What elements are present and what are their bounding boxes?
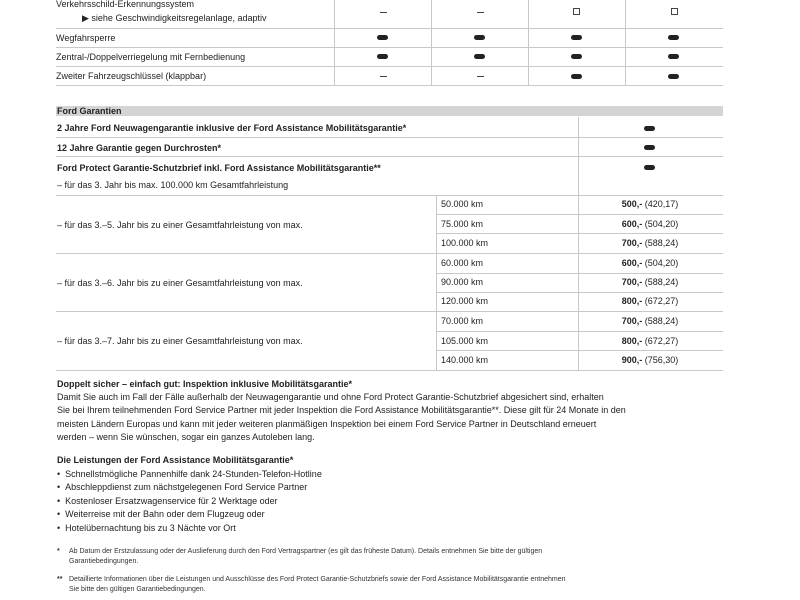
standard-mark xyxy=(644,126,655,131)
standard-mark xyxy=(571,35,582,40)
km-value: 140.000 km xyxy=(441,355,489,365)
row-label: Wegfahrsperre xyxy=(56,33,116,43)
bullet-icon: • xyxy=(57,469,66,479)
inspection-line: meisten Ländern Europas und kann mit jeder weiteren planmäßigen Inspektion bei einem Ford Service Partner in Deutschland erneuert xyxy=(57,419,597,429)
row-label: Zweiter Fahrzeugschlüssel (klappbar) xyxy=(56,71,207,81)
bullet-icon: • xyxy=(57,509,66,519)
list-item: • Schnellstmögliche Pannenhilfe dank 24-Stunden-Telefon-Hotline xyxy=(57,469,322,479)
km-value: 60.000 km xyxy=(441,258,484,268)
km-value: 120.000 km xyxy=(441,296,489,306)
net-price: (672,27) xyxy=(644,296,679,306)
standard-mark xyxy=(377,35,388,40)
price-value: 700,- xyxy=(621,316,643,326)
bullet-icon: • xyxy=(57,523,66,533)
inspection-heading: Doppelt sicher – einfach gut: Inspektion inklusive Mobilitätsgarantie* xyxy=(57,379,353,389)
net-price: (588,24) xyxy=(644,316,679,326)
footnote-line: Detaillierte Informationen über die Leistungen und Ausschlüsse des Ford Protect Garantie-Schutzbriefs sowie der Ford Assistance Mobilitätsgarantie entnehmen xyxy=(69,576,566,583)
optional-mark xyxy=(573,8,580,15)
group-label: – für das 3.–5. Jahr bis zu einer Gesamtfahrleistung von max. xyxy=(57,220,303,230)
guarantee-row-label: 2 Jahre Ford Neuwagengarantie inklusive der Ford Assistance Mobilitätsgarantie* xyxy=(57,123,407,133)
row-sublabel: ▶ siehe Geschwindigkeitsregelanlage, adaptiv xyxy=(82,13,267,23)
list-item: • Kostenloser Ersatzwagenservice für 2 Werktage oder xyxy=(57,496,278,506)
price-value: 500,- xyxy=(621,199,643,209)
price-value: 800,- xyxy=(621,296,643,306)
standard-mark xyxy=(668,54,679,59)
standard-mark xyxy=(571,74,582,79)
footnote-line: Ab Datum der Erstzulassung oder der Auslieferung durch den Ford Vertragspartner (es gilt das früheste Datum). Details entnehmen Sie bitte der gültigen xyxy=(69,548,543,555)
price-value: 900,- xyxy=(621,355,643,365)
net-price: (504,20) xyxy=(644,219,679,229)
standard-mark xyxy=(571,54,582,59)
protect-subtitle: – für das 3. Jahr bis max. 100.000 km Gesamtfahrleistung xyxy=(57,180,289,190)
standard-mark xyxy=(668,74,679,79)
net-price: (504,20) xyxy=(644,258,679,268)
row-label: Zentral-/Doppelverriegelung mit Fernbedienung xyxy=(56,52,246,62)
group-label: – für das 3.–6. Jahr bis zu einer Gesamtfahrleistung von max. xyxy=(57,278,303,288)
km-value: 50.000 km xyxy=(441,199,484,209)
footnote-mark: * xyxy=(57,548,60,555)
bullet-icon: • xyxy=(57,496,66,506)
footnote-mark: ** xyxy=(57,576,63,583)
standard-mark xyxy=(377,54,388,59)
not-available-mark xyxy=(477,12,484,13)
inspection-line: Sie bei Ihrem teilnehmenden Ford Service Partner mit jeder Inspektion die Ford Assistance Mobilitätsgarantie**. Diese gilt für 24 Monate in den xyxy=(57,405,626,415)
price-value: 700,- xyxy=(621,238,643,248)
price-value: 800,- xyxy=(621,336,643,346)
inspection-line: Damit Sie auch im Fall der Fälle außerhalb der Neuwagengarantie und ohne Ford Protect Garantie-Schutzbrief abgesichert sind, erhalten xyxy=(57,392,604,402)
section-title: Ford Garantien xyxy=(57,106,122,116)
km-value: 75.000 km xyxy=(441,219,484,229)
list-item: • Hotelübernachtung bis zu 3 Nächte vor Ort xyxy=(57,523,236,533)
footnote-line: Sie bitte den gültigen Garantiebedingungen. xyxy=(69,586,206,593)
list-item: • Weiterreise mit der Bahn oder dem Flugzeug oder xyxy=(57,509,265,519)
standard-mark xyxy=(474,35,485,40)
km-value: 70.000 km xyxy=(441,316,484,326)
km-value: 100.000 km xyxy=(441,238,489,248)
standard-mark xyxy=(644,145,655,150)
not-available-mark xyxy=(380,76,387,77)
net-price: (588,24) xyxy=(644,238,679,248)
standard-mark xyxy=(644,165,655,170)
optional-mark xyxy=(671,8,678,15)
net-price: (756,30) xyxy=(644,355,679,365)
guarantee-row-label: 12 Jahre Garantie gegen Durchrosten* xyxy=(57,143,222,153)
section-band xyxy=(56,106,723,116)
not-available-mark xyxy=(380,12,387,13)
standard-mark xyxy=(474,54,485,59)
price-value: 600,- xyxy=(621,219,643,229)
net-price: (588,24) xyxy=(644,277,679,287)
net-price: (672,27) xyxy=(644,336,679,346)
not-available-mark xyxy=(477,76,484,77)
standard-mark xyxy=(668,35,679,40)
footnote-line: Garantiebedingungen. xyxy=(69,558,139,565)
services-heading: Die Leistungen der Ford Assistance Mobilitätsgarantie* xyxy=(57,455,294,465)
list-item: • Abschleppdienst zum nächstgelegenen Ford Service Partner xyxy=(57,482,308,492)
price-value: 600,- xyxy=(621,258,643,268)
km-value: 105.000 km xyxy=(441,336,489,346)
row-label: Verkehrsschild-Erkennungssystem xyxy=(56,0,195,9)
protect-title: Ford Protect Garantie-Schutzbrief inkl. Ford Assistance Mobilitätsgarantie** xyxy=(57,163,381,173)
price-value: 700,- xyxy=(621,277,643,287)
net-price: (420,17) xyxy=(644,199,679,209)
bullet-icon: • xyxy=(57,482,66,492)
km-value: 90.000 km xyxy=(441,277,484,287)
group-label: – für das 3.–7. Jahr bis zu einer Gesamtfahrleistung von max. xyxy=(57,336,303,346)
inspection-line: werden – wenn Sie wünschen, sogar ein ganzes Autoleben lang. xyxy=(57,432,315,442)
